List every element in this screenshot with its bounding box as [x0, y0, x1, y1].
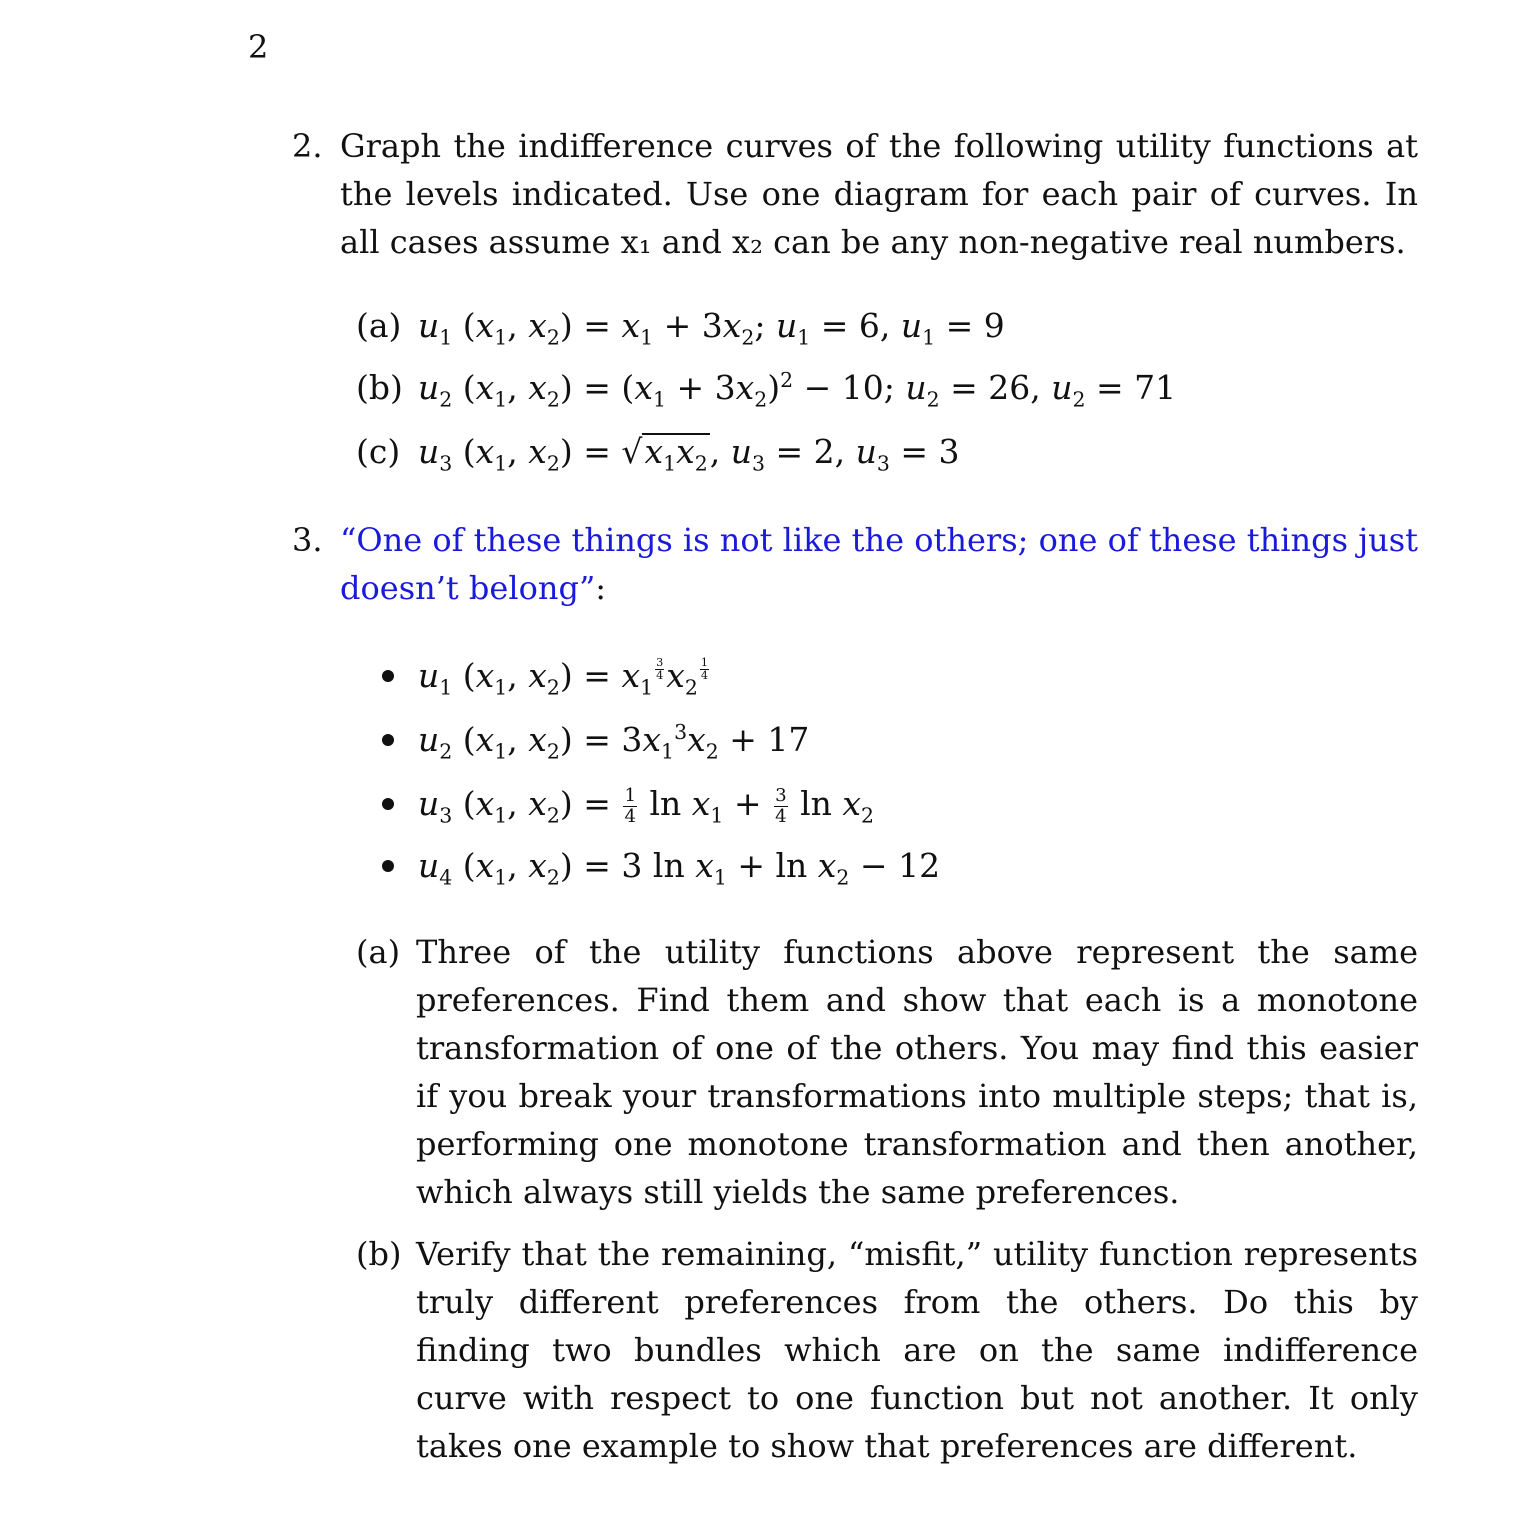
- part-a-text: Three of the utility functions above represent the same preferences. Find them and show that each is a monotone transformation of one of the others. You may find this easier if you break your transformations into multiple steps; that is, performing one monotone transformation and then another, which always still yields the same preferences.: [416, 933, 1418, 1211]
- item-label: (a): [356, 306, 402, 345]
- part-label: (a): [356, 933, 401, 971]
- problem-2-number: 2.: [292, 127, 323, 165]
- problem-2-item-a: [356, 306, 1005, 350]
- problem-3-number: 3.: [292, 521, 323, 559]
- bullet-u2: [382, 720, 810, 764]
- formula-u1-linear: $u_1$ ($x_1$, $x_2) = x_1 + 3x_2$; $u_1 = 6$, $u_1 = 9$: [418, 306, 1005, 350]
- bullet-icon: [382, 798, 394, 810]
- item-label: (b): [356, 368, 403, 407]
- formula-u2-square: $u_2$ ($x_1$, $x_2) = (x_1 + 3x_2)^2 - 10$; $u_2 = 26$, $u_2 = 71$: [418, 368, 1177, 412]
- item-label: (c): [356, 432, 401, 471]
- problem-2-item-b: [356, 368, 1177, 412]
- problem-3-part-a: [356, 928, 1418, 1216]
- part-b-text: Verify that the remaining, “misfit,” utility function represents truly different preferences from the others. Do this by finding two bundles which are on the same indifference curve with respect to one function but not another. It only takes one example to show that preferences are different.: [416, 1235, 1418, 1465]
- bullet-u4: [382, 846, 941, 890]
- problem-3-part-b: [356, 1230, 1418, 1470]
- problem-3: [292, 516, 1418, 612]
- formula-u2-cubic: $u_2$ ($x_1$, $x_2) = 3x_1^3x_2 + 17$: [418, 720, 810, 764]
- formula-u1-cobb-douglas: $u_1$ ($x_1$, $x_2) = x_1$ $^{\frac{3}{4}}$ $x_2$ $^{\frac{1}{4}}$: [418, 656, 709, 700]
- part-label: (b): [356, 1235, 402, 1273]
- problem-3-quote: “One of these things is not like the others; one of these things just doesn’t belong”: [340, 521, 1418, 607]
- formula-u3-log: $u_3$ ($x_1$, $x_2$) = $\frac{1}{4}$ $\ln x_1$ + $\frac{3}{4}$ $\ln x_2$: [418, 784, 875, 828]
- problem-2-text: Graph the indifference curves of the following utility functions at the levels indicated. Use one diagram for each pair of curves. In all cases assume x₁ and x₂ can be any non-negative real numbers.: [340, 127, 1418, 261]
- page-number: 2: [248, 28, 269, 66]
- formula-u3-sqrt: $u_3$ ($x_1$, $x_2) = √x_1x_2$, $u_3 = 2$, $u_3 = 3$: [418, 432, 960, 476]
- formula-u4-log: $u_4$ ($x_1$, $x_2) = 3$ $\ln x_1 + \ln x_2 - 12$: [418, 846, 941, 890]
- problem-3-quote-suffix: :: [595, 569, 607, 607]
- bullet-u3: [382, 784, 874, 826]
- bullet-icon: [382, 670, 394, 682]
- bullet-icon: [382, 734, 394, 746]
- problem-2: [292, 122, 1418, 266]
- problem-2-item-c: [356, 432, 960, 476]
- bullet-u1: [382, 656, 711, 700]
- bullet-icon: [382, 860, 394, 872]
